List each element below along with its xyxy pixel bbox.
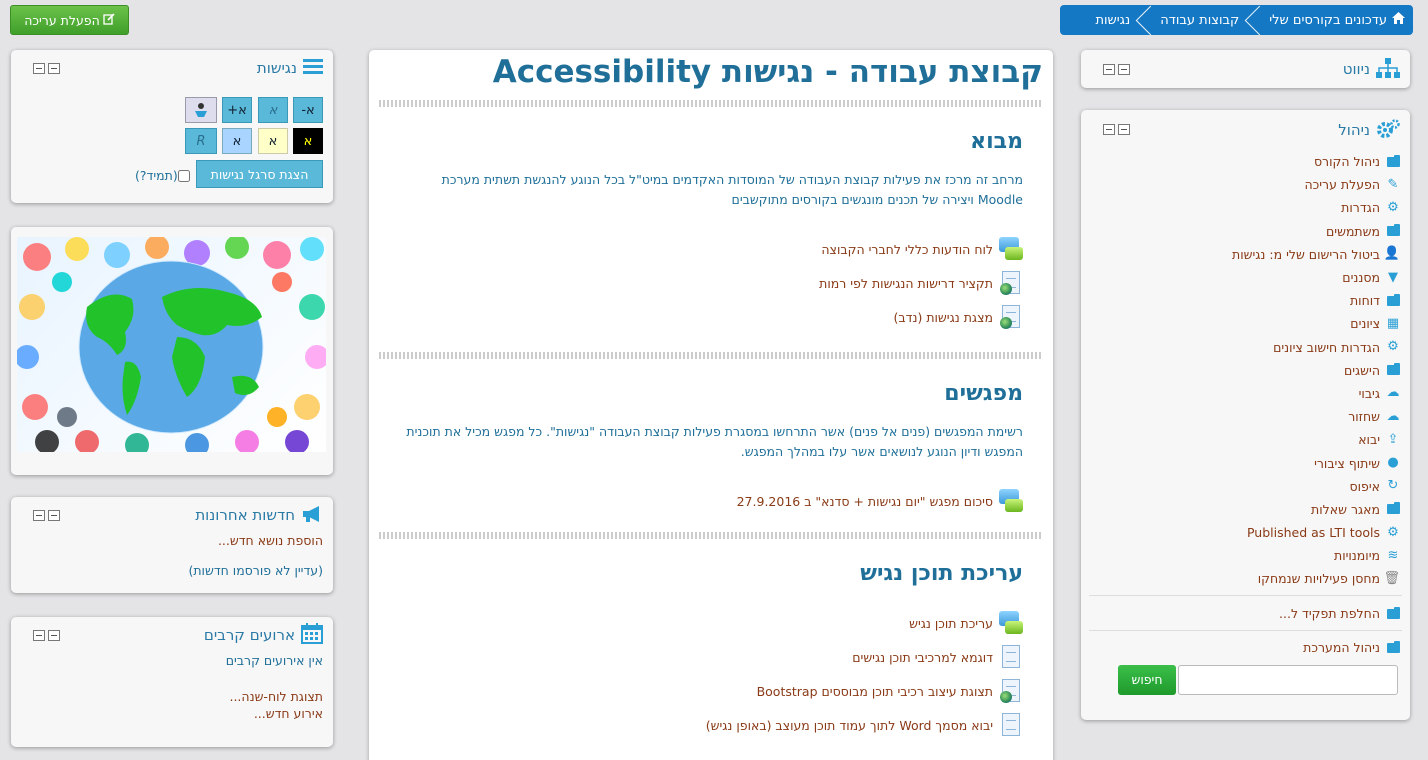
admin-item[interactable] [1081, 359, 1410, 382]
admin-item-label[interactable]: משתמשים [1326, 223, 1380, 239]
page-icon [999, 645, 1023, 669]
globe-icon: ● [1387, 455, 1399, 471]
breadcrumb-home[interactable] [1269, 12, 1405, 28]
trash-icon: 🗑 [1383, 570, 1400, 586]
block-title: ניווט [1342, 60, 1370, 78]
reset-colors-button[interactable]: R [185, 128, 217, 154]
contrast-yellow-button[interactable]: א [258, 128, 288, 154]
collapse-icon[interactable] [1118, 124, 1130, 135]
admin-item-label[interactable]: גיבוי [1358, 385, 1380, 401]
activity-label[interactable]: סיכום מפגש "יום נגישות + סדנא" ב 27.9.2016 [736, 493, 993, 509]
events-block-header [11, 617, 333, 653]
forum-icon [999, 237, 1023, 261]
block-title: ארועים קרבים [203, 626, 295, 644]
collapse-icon[interactable] [48, 510, 60, 521]
activity-forum[interactable] [399, 606, 1023, 640]
admin-item[interactable] [1081, 521, 1410, 544]
turn-editing-on-button[interactable] [10, 5, 129, 35]
accessibility-block [11, 50, 333, 203]
news-block-header [11, 497, 333, 533]
edit-icon [103, 13, 115, 28]
breadcrumb-separator [1138, 5, 1152, 35]
activity-label[interactable]: מצגת נגישות (נדב) [893, 309, 993, 325]
activity-label[interactable]: תצוגת עיצוב רכיבי תוכן מבוססים Bootstrap [756, 683, 993, 699]
admin-item-label[interactable]: יבוא [1358, 432, 1380, 448]
section-intro [379, 129, 1043, 334]
admin-item-label[interactable]: ביטול הרישום שלי מ: נגישות [1232, 246, 1380, 262]
contrast-black-yellow-button[interactable]: א [293, 128, 323, 154]
activity-url[interactable] [399, 674, 1023, 708]
divider [379, 352, 1043, 359]
divider [379, 532, 1043, 539]
admin-item[interactable] [1081, 498, 1410, 521]
add-topic-link[interactable]: הוספת נושא חדש... [217, 533, 323, 548]
site-administration-link[interactable]: ניהול המערכת [1081, 633, 1410, 663]
page-title: קבוצת עבודה - נגישות Accessibility [492, 54, 1043, 90]
block-title: ניהול [1338, 121, 1370, 139]
folder-icon [1386, 641, 1400, 655]
cloud-upload-icon: ☁ [1386, 408, 1400, 424]
admin-item[interactable] [1081, 266, 1410, 289]
admin-item[interactable] [1081, 150, 1410, 173]
url-icon [999, 271, 1023, 295]
block-title: חדשות אחרונות [195, 506, 295, 524]
admin-item-label[interactable]: דוחות [1349, 293, 1380, 309]
breadcrumb-item-accessibility[interactable]: נגישות [1095, 12, 1131, 28]
admin-item[interactable] [1081, 196, 1410, 219]
section-description: מרחב זה מרכז את פעילות קבוצת העבודה של המוסדות האקדמים במיט"ל בכל הנוגע להנגשת תשתית מערכת Moodle ויצירה של תכנים מונגשים בקורסים מתוקשבים [441, 172, 1023, 207]
expand-icon[interactable] [1118, 64, 1130, 75]
activity-url[interactable] [399, 300, 1023, 334]
breadcrumb-item-my-courses[interactable]: עדכונים בקורסים שלי [1269, 12, 1387, 28]
collapse-icon[interactable] [48, 630, 60, 641]
contrast-blue-button[interactable]: א [222, 128, 252, 154]
admin-search-input[interactable] [1178, 665, 1398, 695]
activity-label[interactable]: עריכת תוכן נגיש [909, 615, 993, 631]
folder-icon [1386, 294, 1400, 308]
always-toggle [135, 168, 190, 183]
new-event-link[interactable]: אירוע חדש... [253, 706, 323, 721]
folder-icon [1386, 363, 1400, 377]
font-reset-button[interactable]: א [258, 97, 288, 123]
edit-button-label: הפעלת עריכה [24, 12, 100, 28]
filter-icon: ▼ [1388, 269, 1398, 285]
sitemap-icon [1376, 58, 1400, 81]
dock-icon[interactable] [33, 63, 45, 74]
url-icon [999, 679, 1023, 703]
admin-item-label[interactable]: מיומנויות [1333, 548, 1380, 564]
section-meetings [379, 381, 1043, 518]
admin-block-header [1081, 110, 1410, 150]
admin-item[interactable] [1081, 173, 1410, 196]
forum-icon [999, 611, 1023, 635]
admin-item[interactable] [1081, 428, 1410, 451]
font-increase-button[interactable]: א+ [222, 97, 252, 123]
admin-item[interactable] [1081, 243, 1410, 266]
administration-block [1081, 110, 1410, 720]
navigation-block-header [1081, 50, 1410, 88]
admin-item-label[interactable]: Published as LTI tools [1246, 525, 1380, 541]
admin-item[interactable] [1081, 567, 1410, 590]
always-label: (תמיד?) [135, 168, 178, 183]
admin-item[interactable] [1081, 312, 1410, 335]
calendar-view-link[interactable]: תצוגת לוח-שנה... [229, 689, 323, 704]
admin-item[interactable] [1081, 289, 1410, 312]
divider [1089, 595, 1402, 596]
upload-icon: ⇪ [1387, 431, 1399, 447]
activity-page[interactable] [399, 640, 1023, 674]
menu-icon [303, 58, 323, 78]
url-icon [999, 305, 1023, 329]
admin-item-label[interactable]: הישגים [1343, 362, 1380, 378]
page-icon [999, 713, 1023, 737]
cloud-download-icon: ☁ [1386, 385, 1400, 401]
admin-item-label[interactable]: ציונים [1350, 316, 1380, 332]
admin-item-label[interactable]: איפוס [1349, 478, 1380, 494]
block-controls [33, 63, 60, 74]
block-controls [1103, 124, 1130, 135]
activity-forum[interactable] [399, 232, 1023, 266]
user-icon: 👤 [1383, 246, 1400, 262]
dock-icon[interactable] [33, 630, 45, 641]
cogs-icon: ⚙ [1387, 339, 1399, 355]
collapse-icon[interactable] [48, 63, 60, 74]
no-events-text: אין אירועים קרבים [225, 653, 323, 668]
activity-forum[interactable] [399, 484, 1023, 518]
activity-label[interactable]: תקציר דרישות הנגישות לפי רמות [819, 275, 993, 291]
main-content [369, 50, 1053, 760]
folder-open-icon [1386, 155, 1400, 169]
admin-item[interactable] [1081, 451, 1410, 474]
dock-icon[interactable] [1103, 124, 1115, 135]
switch-role-link[interactable]: החלפת תפקיד ל... [1081, 600, 1410, 628]
admin-item[interactable] [1081, 475, 1410, 498]
cogs-icon: ⚙ [1387, 199, 1399, 215]
admin-item-label[interactable]: שחזור [1348, 409, 1380, 425]
latest-news-block [11, 497, 333, 593]
admin-item-label[interactable]: שיתוף ציבורי [1314, 455, 1380, 471]
activity-label[interactable]: יבוא מסמך Word לתוך עמוד תוכן מעוצב (באופן נגיש) [705, 717, 993, 733]
admin-item-label[interactable]: מחסן פעילויות שנמחקו [1257, 571, 1380, 587]
show-accessibility-bar-button[interactable]: הצגת סרגל נגישות [196, 160, 323, 188]
folder-icon [1386, 502, 1400, 516]
folder-icon [1386, 224, 1400, 238]
navigation-block [1081, 50, 1410, 88]
section-description: רשימת המפגשים (פנים אל פנים) אשר התרחשו במסגרת פעילות קבוצת העבודה "נגישות". כל מפגש מכיל את תוכנית המפגש ודיון הנוגע לנושאים אשר עלו במהלך המפגש. [406, 424, 1023, 459]
activity-label[interactable]: לוח הודעות כללי לחברי הקבוצה [821, 241, 993, 257]
breadcrumb-item-workgroups[interactable]: קבוצות עבודה [1160, 12, 1240, 28]
breadcrumb-separator [1247, 5, 1261, 35]
activity-page[interactable] [399, 708, 1023, 742]
forum-icon [999, 489, 1023, 513]
no-news-text: (עדיין לא פורסמו חדשות) [188, 563, 323, 578]
folder-icon [1386, 607, 1400, 621]
admin-item-label[interactable]: ניהול הקורס [1313, 154, 1380, 170]
admin-item[interactable] [1081, 544, 1410, 567]
admin-menu [1081, 150, 1410, 591]
breadcrumb [1060, 5, 1413, 35]
admin-item[interactable] [1081, 382, 1410, 405]
accessibility-icon[interactable] [185, 97, 217, 123]
block-controls [33, 510, 60, 521]
pencil-icon: ✎ [1387, 176, 1399, 192]
home-icon [1392, 12, 1405, 28]
section-accessible-content [379, 561, 1043, 742]
divider [379, 100, 1043, 107]
refresh-icon: ↻ [1387, 478, 1399, 494]
admin-item[interactable] [1081, 336, 1410, 359]
upcoming-events-block [11, 617, 333, 747]
admin-item[interactable] [1081, 220, 1410, 243]
admin-item-label[interactable]: מאגר שאלות [1311, 501, 1380, 517]
admin-item-label[interactable]: הגדרות חישוב ציונים [1273, 339, 1380, 355]
divider [1089, 630, 1402, 631]
image-block [11, 227, 333, 475]
calendar-icon [301, 623, 323, 647]
cogs-icon [1376, 118, 1400, 143]
section-title: עריכת תוכן נגיש [860, 561, 1023, 586]
admin-search [1081, 665, 1410, 695]
font-decrease-button[interactable]: א- [293, 97, 323, 123]
block-controls [33, 630, 60, 641]
dock-icon[interactable] [1103, 64, 1115, 75]
table-icon: ▦ [1386, 315, 1400, 331]
admin-item-label[interactable]: הפעלת עריכה [1304, 177, 1380, 193]
section-title: מפגשים [944, 381, 1023, 406]
accessibility-block-header [11, 50, 333, 86]
search-button[interactable]: חיפוש [1118, 665, 1176, 695]
admin-item-label[interactable]: מסננים [1342, 270, 1380, 286]
always-checkbox[interactable] [178, 170, 190, 182]
dock-icon[interactable] [33, 510, 45, 521]
megaphone-icon [301, 505, 323, 526]
section-title: מבוא [970, 129, 1023, 154]
cogs-icon: ⚙ [1387, 524, 1399, 540]
activity-url[interactable] [399, 266, 1023, 300]
admin-item[interactable] [1081, 405, 1410, 428]
block-title: נגישות [256, 59, 297, 77]
world-hands-image [17, 237, 326, 452]
competency-icon: ≋ [1387, 547, 1399, 563]
block-controls [1103, 64, 1130, 75]
activity-label[interactable]: דוגמא למרכיבי תוכן נגישים [852, 649, 993, 665]
admin-item-label[interactable]: הגדרות [1341, 200, 1380, 216]
